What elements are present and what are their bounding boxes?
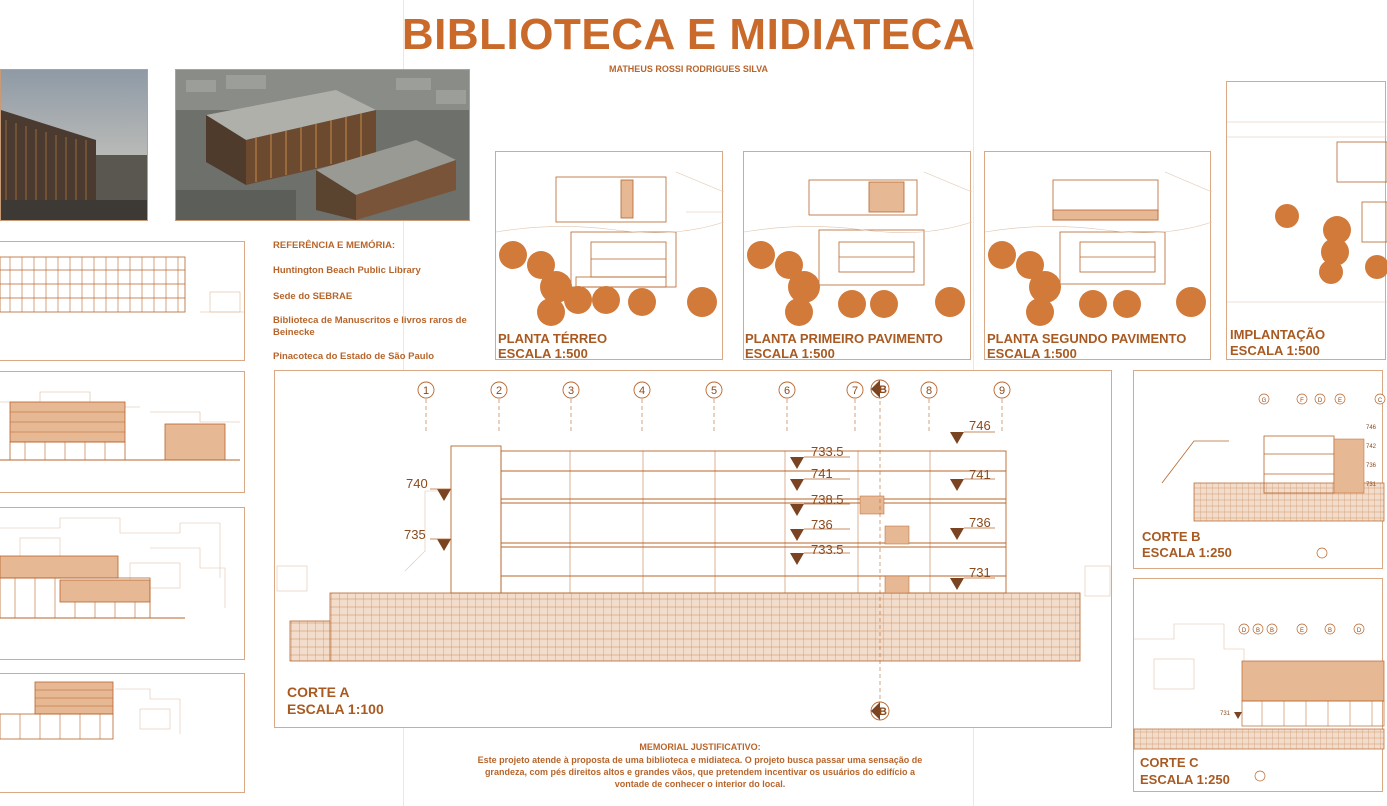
plan-scale-second: ESCALA 1:500 (987, 346, 1077, 361)
plan-title-implantation: IMPLANTAÇÃO (1230, 327, 1326, 342)
level-right-1: 746 (969, 418, 991, 433)
section-a-title: CORTE A (287, 684, 350, 700)
section-c-axis-5: B (1327, 628, 1333, 634)
section-b-axis-4: E (1337, 398, 1343, 404)
section-c-scale: ESCALA 1:250 (1140, 772, 1230, 787)
implantation-plan-drawing (1227, 82, 1387, 322)
elevation-panel-4 (0, 673, 245, 793)
reference-item-2: Sede do SEBRAE (273, 291, 353, 302)
level-left-1: 740 (406, 476, 428, 491)
memorial-line-3: vontade de conhecer o interior do local. (614, 779, 786, 789)
plan-scale-first: ESCALA 1:500 (745, 346, 835, 361)
axis-label-6: 6 (783, 385, 791, 397)
section-c-panel (1133, 578, 1383, 792)
section-b-title: CORTE B (1142, 529, 1201, 544)
section-a-scale: ESCALA 1:100 (287, 701, 384, 717)
section-b-level-1: 746 (1366, 425, 1377, 431)
author-name: MATHEUS ROSSI RODRIGUES SILVA (608, 64, 768, 74)
render-photo-1 (0, 69, 148, 221)
plan-panel-second (984, 151, 1211, 360)
elevation-panel-2 (0, 371, 245, 493)
section-b-axis-1: G (1261, 398, 1267, 404)
render-photo-2 (175, 69, 470, 221)
section-b-axis-3: D (1317, 398, 1323, 404)
section-b-axis-5: C (1377, 398, 1383, 404)
level-center-2: 741 (811, 466, 833, 481)
level-right-2: 741 (969, 467, 991, 482)
elevation-panel-3 (0, 507, 245, 660)
level-left-2: 735 (404, 527, 426, 542)
axis-label-2: 2 (495, 385, 503, 397)
reference-item-1: Huntington Beach Public Library (273, 265, 421, 276)
section-c-axis-1: D (1241, 628, 1247, 634)
axis-label-4: 4 (638, 385, 646, 397)
plan-title-second: PLANTA SEGUNDO PAVIMENTO (987, 331, 1187, 346)
reference-item-3: Biblioteca de Manuscritos e livros raros de Beinecke (273, 315, 467, 338)
level-center-3: 738.5 (811, 492, 844, 507)
section-c-axis-3: B (1269, 628, 1275, 634)
plan-panel-implantation (1226, 81, 1386, 360)
level-right-3: 736 (969, 515, 991, 530)
level-center-5: 733.5 (811, 542, 844, 557)
cut-marker-bottom: B (879, 706, 887, 718)
section-b-level-2: 742 (1366, 444, 1377, 450)
level-right-4: 731 (969, 565, 991, 580)
plan-scale-ground: ESCALA 1:500 (498, 346, 588, 361)
axis-label-8: 8 (925, 385, 933, 397)
cut-marker-top: B (879, 384, 887, 396)
plan-title-ground: PLANTA TÉRREO (498, 331, 608, 346)
axis-label-9: 9 (998, 385, 1006, 397)
plan-panel-first (743, 151, 971, 360)
ground-floor-plan-drawing (496, 152, 724, 332)
section-a-panel (274, 370, 1112, 728)
section-b-level-3: 736 (1366, 463, 1377, 469)
section-b-scale: ESCALA 1:250 (1142, 545, 1232, 560)
plan-scale-implantation: ESCALA 1:500 (1230, 343, 1320, 358)
level-center-4: 736 (811, 517, 833, 532)
memorial-heading: MEMORIAL JUSTIFICATIVO: (639, 742, 761, 752)
reference-item-4: Pinacoteca do Estado de São Paulo (273, 351, 435, 362)
axis-label-5: 5 (710, 385, 718, 397)
section-c-axis-6: D (1356, 628, 1362, 634)
section-c-level: 731 (1220, 711, 1231, 717)
second-floor-plan-drawing (985, 152, 1212, 332)
section-c-title: CORTE C (1140, 755, 1199, 770)
section-b-panel (1133, 370, 1383, 569)
first-floor-plan-drawing (744, 152, 972, 332)
elevation-panel-1 (0, 241, 245, 361)
level-center-1: 733.5 (811, 444, 844, 459)
section-b-axis-2: F (1300, 398, 1304, 404)
memorial-line-2: grandeza, com pés direitos altos e grandes vãos, que pretendem incentivar os usuários do edifício a (484, 767, 916, 777)
axis-label-3: 3 (567, 385, 575, 397)
references-heading: REFERÊNCIA E MEMÓRIA: (273, 240, 396, 251)
axis-label-7: 7 (851, 385, 859, 397)
axis-label-1: 1 (422, 385, 430, 397)
plan-title-first: PLANTA PRIMEIRO PAVIMENTO (745, 331, 943, 346)
section-c-axis-2: B (1255, 628, 1261, 634)
section-c-axis-4: E (1299, 628, 1305, 634)
plan-panel-ground (495, 151, 723, 360)
section-b-level-4: 731 (1366, 482, 1377, 488)
board-title: BIBLIOTECA E MIDIATECA (401, 10, 976, 59)
memorial-line-1: Este projeto atende à proposta de uma biblioteca e midiateca. O projeto busca passar uma sensação de (477, 755, 923, 765)
section-a-drawing (275, 371, 1113, 729)
